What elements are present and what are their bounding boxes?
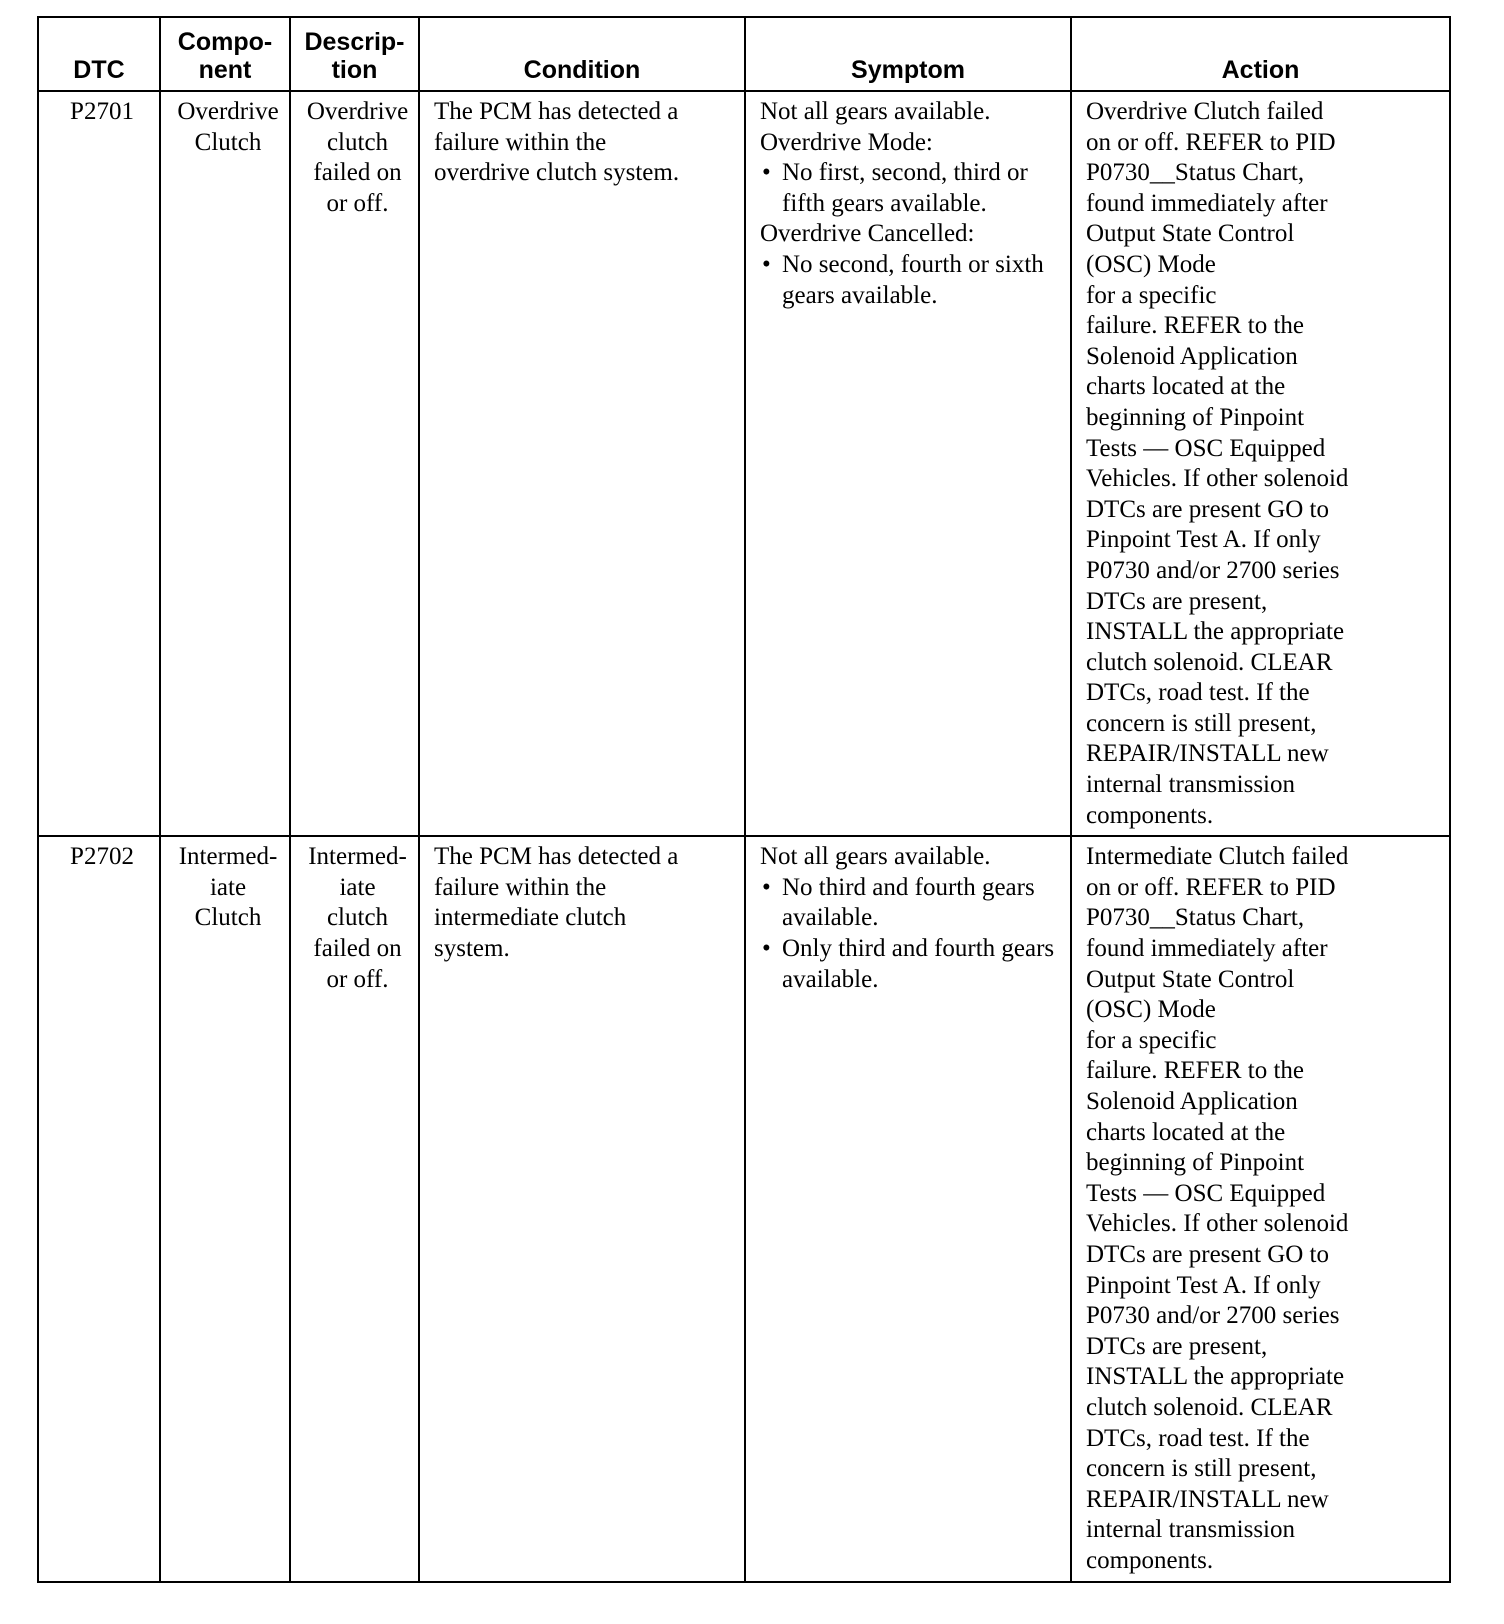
symptom-subheading: Overdrive Mode:: [760, 128, 933, 156]
text-line: iate: [209, 873, 247, 901]
text-line: (OSC) Mode: [1086, 250, 1216, 278]
header-component: [160, 17, 290, 91]
symptom-bullet-list: [760, 158, 1062, 219]
text-line: charts located at the: [1086, 1118, 1286, 1146]
text-line: components.: [1086, 801, 1214, 829]
text-line: Pinpoint Test A. If only: [1086, 526, 1321, 554]
cell-component: [160, 91, 290, 836]
text-line: clutch solenoid. CLEAR: [1086, 1393, 1333, 1421]
table-row: [38, 836, 1450, 1581]
text-line: Solenoid Application: [1086, 1088, 1298, 1115]
header-row: [38, 17, 1450, 91]
text-line: REPAIR/INSTALL new: [1086, 1485, 1329, 1513]
text-line: Overdrive Clutch failed: [1086, 98, 1324, 125]
symptom-lead: Not all gears available.: [760, 98, 991, 125]
cell-symptom: [745, 91, 1071, 836]
text-line: P2701: [70, 98, 134, 125]
cell-action: [1071, 836, 1450, 1581]
text-line: P0730__Status Chart,: [1086, 904, 1305, 932]
text-line: P0730 and/or 2700 series: [1086, 556, 1340, 584]
header-condition: [419, 17, 745, 91]
text-line: internal transmission: [1086, 1516, 1295, 1544]
header-description: [290, 17, 419, 91]
text-line: The PCM has detected a: [434, 843, 679, 871]
text-line: Pinpoint Test A. If only: [1086, 1271, 1321, 1299]
header-dtc: [38, 17, 160, 91]
text-line: Solenoid Application: [1086, 342, 1298, 370]
cell-description: [290, 836, 419, 1581]
text-line: intermediate clutch: [434, 904, 627, 932]
text-line: DTCs are present,: [1086, 587, 1268, 615]
text-line: clutch: [326, 128, 389, 156]
text-line: failed on: [313, 159, 402, 187]
cell-component: [160, 836, 290, 1581]
text-line: on or off. REFER to PID: [1086, 873, 1336, 901]
text-line: Output State Control: [1086, 965, 1295, 993]
cell-condition: [419, 91, 745, 836]
text-line: Intermed-: [308, 843, 407, 871]
symptom-bullet: • No second, fourth or sixth gears available.: [760, 250, 1062, 311]
text-line: failure. REFER to the: [1086, 1057, 1305, 1085]
header-line: Descrip-: [304, 28, 405, 56]
text-line: Clutch: [194, 904, 262, 932]
table-row: [38, 91, 1450, 836]
header-line: DTC: [73, 56, 125, 84]
text-line: P2702: [70, 843, 134, 871]
text-line: Intermed-: [178, 843, 278, 871]
text-line: concern is still present,: [1086, 709, 1317, 737]
header-symptom: [745, 17, 1071, 91]
text-line: charts located at the: [1086, 373, 1286, 401]
cell-description: [290, 91, 419, 836]
text-line: DTCs, road test. If the: [1086, 1424, 1310, 1452]
text-line: INSTALL the appropriate: [1086, 1363, 1345, 1391]
text-line: The PCM has detected a: [434, 98, 679, 125]
symptom-bullet: • Only third and fourth gears available.: [760, 934, 1062, 995]
cell-dtc: [38, 91, 160, 836]
text-line: DTCs are present,: [1086, 1332, 1268, 1360]
text-line: REPAIR/INSTALL new: [1086, 740, 1329, 768]
text-line: Tests — OSC Equipped: [1086, 434, 1326, 462]
symptom-bullet-list: [760, 873, 1062, 995]
text-line: iate: [339, 873, 376, 901]
text-line: clutch solenoid. CLEAR: [1086, 648, 1333, 676]
text-line: Vehicles. If other solenoid: [1086, 465, 1349, 493]
symptom-bullet-list: [760, 250, 1062, 311]
text-line: DTCs are present GO to: [1086, 1240, 1329, 1268]
header-line: tion: [331, 56, 378, 84]
text-line: found immediately after: [1086, 189, 1328, 217]
text-line: failed on: [313, 935, 402, 963]
text-line: for a specific: [1086, 1026, 1217, 1054]
text-line: beginning of Pinpoint: [1086, 403, 1305, 431]
text-line: internal transmission: [1086, 771, 1295, 799]
text-line: P0730__Status Chart,: [1086, 159, 1305, 187]
header-line: Action: [1221, 56, 1300, 84]
text-line: Overdrive: [177, 98, 279, 125]
text-line: on or off. REFER to PID: [1086, 128, 1336, 156]
text-line: for a specific: [1086, 281, 1217, 309]
cell-action: [1071, 91, 1450, 836]
header-line: nent: [198, 56, 252, 84]
symptom-bullet: • No third and fourth gears available.: [760, 873, 1062, 934]
text-line: failure. REFER to the: [1086, 312, 1305, 340]
text-line: overdrive clutch system.: [434, 159, 680, 187]
header-line: Compo-: [177, 28, 273, 56]
text-line: concern is still present,: [1086, 1455, 1317, 1483]
cell-condition: [419, 836, 745, 1581]
text-line: components.: [1086, 1546, 1214, 1574]
header-line: Symptom: [851, 56, 965, 84]
header-action: [1071, 17, 1450, 91]
symptom-subheading: Overdrive Cancelled:: [760, 220, 975, 248]
text-line: Clutch: [194, 128, 262, 156]
text-line: (OSC) Mode: [1086, 996, 1216, 1024]
text-line: failure within the: [434, 873, 607, 901]
symptom-lead: Not all gears available.: [760, 843, 991, 871]
text-line: clutch: [326, 904, 389, 932]
text-line: beginning of Pinpoint: [1086, 1149, 1305, 1177]
text-line: DTCs, road test. If the: [1086, 679, 1310, 707]
text-line: DTCs are present GO to: [1086, 495, 1329, 523]
text-line: system.: [434, 935, 510, 963]
text-line: found immediately after: [1086, 935, 1328, 963]
text-line: INSTALL the appropriate: [1086, 618, 1345, 646]
text-line: or off.: [326, 189, 389, 217]
cell-dtc: [38, 836, 160, 1581]
cell-symptom: [745, 836, 1071, 1581]
text-line: Vehicles. If other solenoid: [1086, 1210, 1349, 1238]
text-line: or off.: [326, 965, 389, 993]
symptom-bullet: • No first, second, third or fifth gears available.: [760, 158, 1062, 219]
dtc-table: [37, 16, 1451, 1583]
text-line: Overdrive: [306, 98, 409, 125]
text-line: Tests — OSC Equipped: [1086, 1179, 1326, 1207]
header-line: Condition: [523, 56, 641, 84]
text-line: failure within the: [434, 128, 607, 156]
text-line: Intermediate Clutch failed: [1086, 843, 1349, 871]
text-line: Output State Control: [1086, 220, 1295, 248]
text-line: P0730 and/or 2700 series: [1086, 1302, 1340, 1330]
